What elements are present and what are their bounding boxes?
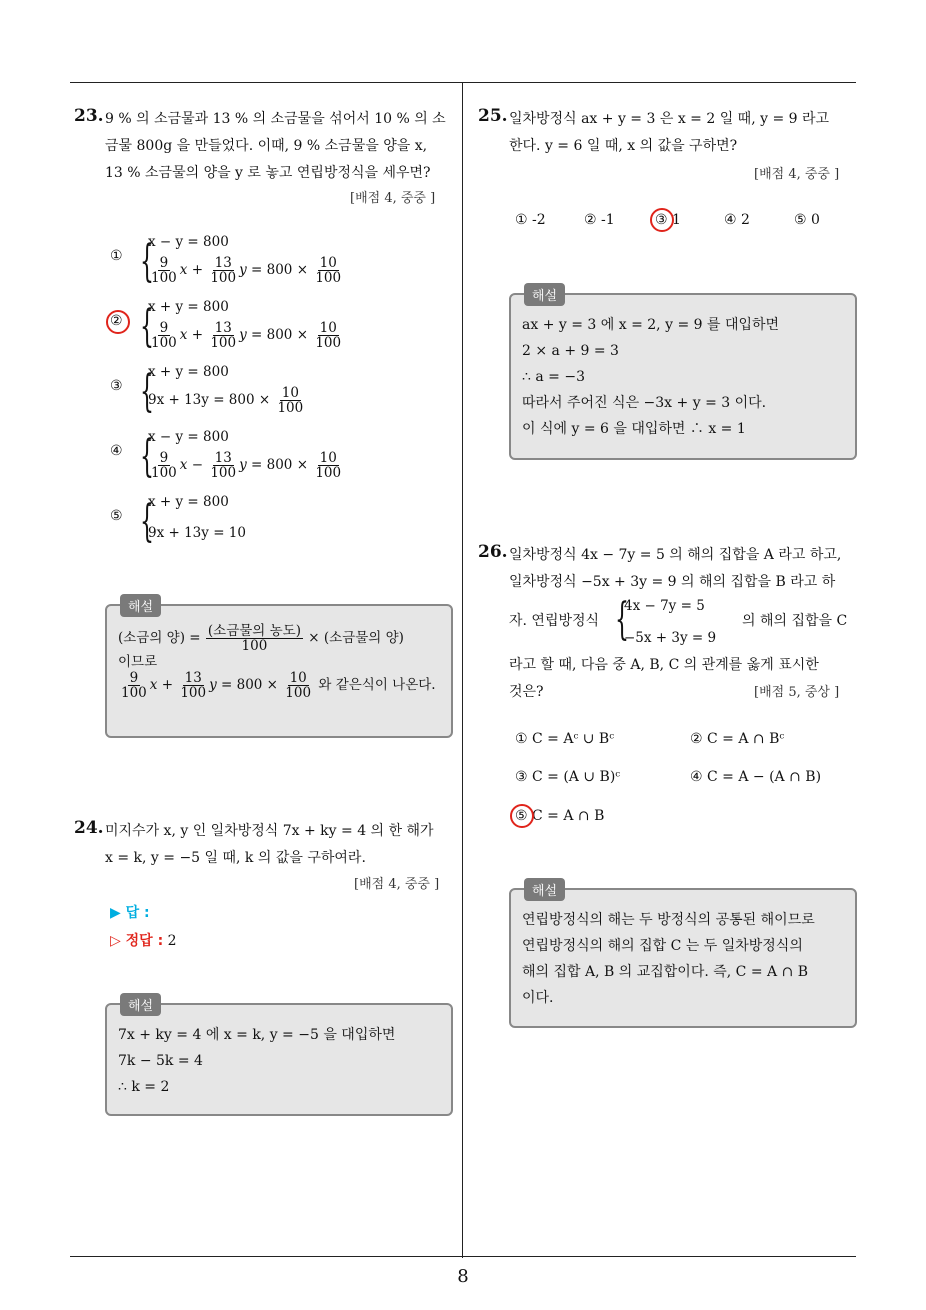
q26-line1: 일차방정식 4x − 7y = 5 의 해의 집합을 A 라고 하고, [509, 547, 842, 563]
q26-text [509, 542, 859, 596]
q25-number: 25. [478, 106, 508, 126]
q26-score: [배점 5, 중상 ] [754, 685, 840, 700]
q25-sol-line2: 2 × a + 9 = 3 [522, 343, 619, 359]
q24-sol-line2: 7k − 5k = 4 [118, 1053, 203, 1069]
q26-solution-tag: 해설 [524, 878, 565, 901]
q26-option-5[interactable]: ⑤ C = A ∩ B [515, 808, 605, 824]
q25-line2: 한다. y = 6 일 때, x 의 값을 구하면? [509, 138, 738, 154]
q26-system-eq1: 4x − 7y = 5 [624, 598, 705, 614]
q24-sol-line1: 7x + ky = 4 에 x = k, y = −5 을 대입하면 [118, 1027, 396, 1043]
q25-score: [배점 4, 중중 ] [754, 167, 840, 182]
q26-sol-line4: 이다. [522, 990, 554, 1006]
q23-line3: 13 % 소금물의 양을 y 로 놓고 연립방정식을 세우면? [105, 165, 431, 181]
page-number: 8 [457, 1266, 469, 1287]
q23-sol-line1: (소금의 양) = $\frac{\text{(소금물의 농도)}}{100}$ × (소금물의 양) [118, 623, 404, 654]
q26-line4: 라고 할 때, 다음 중 A, B, C 의 관계를 옳게 표시한 [509, 657, 819, 673]
q25-solution-tag: 해설 [524, 283, 565, 306]
q23-line2: 금물 800g 을 만들었다. 이때, 9 % 소금물을 양을 x, [105, 138, 428, 154]
q23-sol-line3: $\frac{9}{100}$ x + $\frac{13}{100}$ y = 800 × $\frac{10}{100}$ 와 같은식이 나온다. [121, 670, 436, 701]
q25-option-2[interactable]: ② -1 [584, 212, 615, 228]
q26-sol-line3: 해의 집합 A, B 의 교집합이다. 즉, C = A ∩ B [522, 964, 809, 980]
q26-option-2[interactable]: ② C = A ∩ Bᶜ [690, 731, 785, 747]
q26-system-eq2: −5x + 3y = 9 [624, 630, 717, 646]
top-rule [70, 82, 856, 83]
q23-opt3-mark: ③ [110, 378, 123, 394]
q24-solution-body [118, 1022, 448, 1100]
q23-solution-body [118, 624, 448, 700]
selected-answer-circle [106, 310, 130, 334]
q24-solution-tag: 해설 [120, 993, 161, 1016]
q24-line2: x = k, y = −5 일 때, k 의 값을 구하여라. [105, 850, 366, 866]
q26-sol-line1: 연립방정식의 해는 두 방정식의 공통된 해이므로 [522, 912, 815, 928]
selected-answer-circle [510, 804, 534, 828]
q24-correct-value: 2 [167, 933, 177, 949]
q25-sol-line1: ax + y = 3 에 x = 2, y = 9 를 대입하면 [522, 317, 780, 333]
q23-opt4-eq1: x − y = 800 [148, 429, 229, 445]
q23-opt2-eq1: x + y = 800 [148, 299, 229, 315]
q23-opt5-mark: ⑤ [110, 508, 123, 524]
q23-opt2-mark: ② [110, 313, 123, 329]
q23-opt3-eq1: x + y = 800 [148, 364, 229, 380]
q25-option-5[interactable]: ⑤ 0 [794, 212, 820, 228]
q26-number: 26. [478, 542, 508, 562]
selected-answer-circle [650, 208, 674, 232]
q25-option-4[interactable]: ④ 2 [724, 212, 750, 228]
q23-opt1-mark: ① [110, 248, 123, 264]
q26-option-4[interactable]: ④ C = A − (A ∩ B) [690, 769, 822, 785]
q23-solution-tag: 해설 [120, 594, 161, 617]
q24-score: [배점 4, 중중 ] [354, 877, 440, 892]
q26-option-1[interactable]: ① C = Aᶜ ∪ Bᶜ [515, 731, 615, 747]
q26-line2: 일차방정식 −5x + 3y = 9 의 해의 집합을 B 라고 하 [509, 574, 836, 590]
q26-line3-pre: 자. 연립방정식 [509, 613, 600, 629]
q24-text [105, 818, 455, 872]
q25-solution-body [522, 312, 852, 442]
q23-opt2-eq2: $\frac{9}{100}$ x + $\frac{13}{100}$ y = 800 × $\frac{10}{100}$ [151, 320, 342, 351]
q23-number: 23. [74, 106, 104, 126]
q24-line1: 미지수가 x, y 인 일차방정식 7x + ky = 4 의 한 해가 [105, 823, 434, 839]
q26-option-3[interactable]: ③ C = (A ∪ B)ᶜ [515, 769, 621, 785]
q25-sol-line4: 따라서 주어진 식은 −3x + y = 3 이다. [522, 395, 767, 411]
q23-opt1-eq1: x − y = 800 [148, 234, 229, 250]
q24-number: 24. [74, 818, 104, 838]
q26-sol-line2: 연립방정식의 해의 집합 C 는 두 일차방정식의 [522, 938, 803, 954]
q24-answer-label: ▶ 답 : [110, 905, 150, 921]
q25-sol-line3: ∴ a = −3 [522, 369, 585, 385]
q25-sol-line5: 이 식에 y = 6 을 대입하면 ∴ x = 1 [522, 421, 746, 437]
q26-solution-body [522, 907, 852, 1011]
q26-line3-post: 의 해의 집합을 C [742, 613, 848, 629]
q24-correct-answer [110, 930, 177, 950]
q23-score: [배점 4, 중중 ] [350, 191, 436, 206]
column-divider [462, 82, 463, 1258]
q23-opt3-eq2: 9x + 13y = 800 × $\frac{10}{100}$ [148, 385, 304, 416]
q23-opt5-eq1: x + y = 800 [148, 494, 229, 510]
q24-correct-label: ▷ 정답 : [110, 933, 164, 949]
q25-option-1[interactable]: ① -2 [515, 212, 546, 228]
q23-opt4-mark: ④ [110, 443, 123, 459]
q23-line1: 9 % 의 소금물과 13 % 의 소금물을 섞어서 10 % 의 소 [105, 111, 446, 127]
q23-opt4-eq2: $\frac{9}{100}$ x − $\frac{13}{100}$ y = 800 × $\frac{10}{100}$ [151, 450, 342, 481]
q23-text [105, 106, 455, 187]
q26-line5: 것은? [509, 684, 544, 700]
q23-opt1-eq2: $\frac{9}{100}$ x + $\frac{13}{100}$ y = 800 × $\frac{10}{100}$ [151, 255, 342, 286]
bottom-rule [70, 1256, 856, 1257]
q25-option-3[interactable]: ③ 1 [655, 212, 681, 228]
q24-sol-line3: ∴ k = 2 [118, 1079, 170, 1095]
q23-sol-line2: 이므로 [118, 654, 158, 670]
q25-text [509, 106, 859, 160]
q23-opt5-eq2: 9x + 13y = 10 [148, 525, 246, 541]
q25-line1: 일차방정식 ax + y = 3 은 x = 2 일 때, y = 9 라고 [509, 111, 830, 127]
